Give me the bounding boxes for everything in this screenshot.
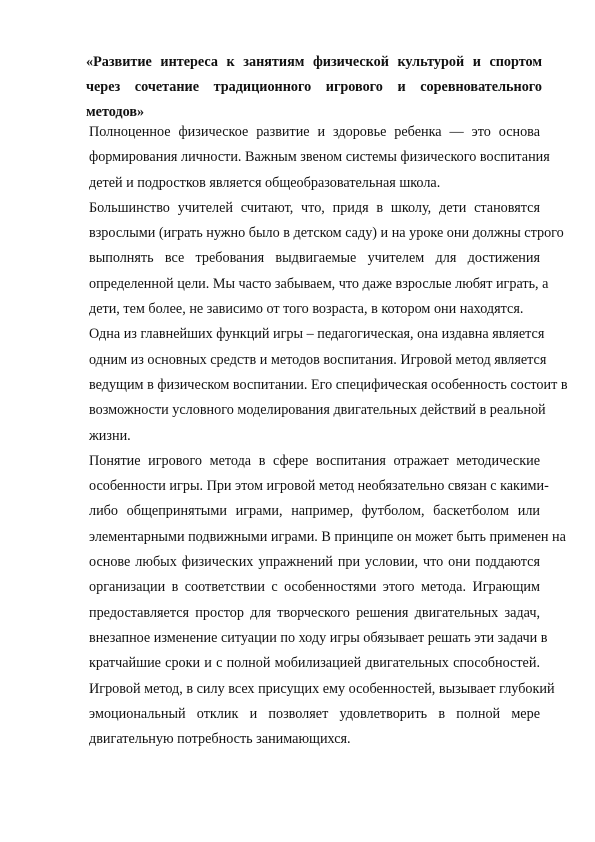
text-line: ведущим в физическом воспитании. Его специфическая особенность состоит в xyxy=(89,376,568,393)
text-line: двигательную потребность занимающихся. xyxy=(89,731,351,748)
text-line: элементарными подвижными играми. В принципе он может быть применен на xyxy=(89,528,566,545)
text-line: Игровой метод, в силу всех присущих ему особенностей, вызывает глубокий xyxy=(89,680,555,697)
paragraph-1 xyxy=(89,120,550,196)
paragraph-4 xyxy=(89,449,566,753)
text-line: детей и подростков является общеобразовательная школа. xyxy=(89,174,441,191)
paragraph-3 xyxy=(89,322,568,448)
text-line: возможности условного моделирования двигательных действий в реальной xyxy=(89,402,546,419)
text-line: Полноценное физическое развитие и здоровье ребенка — это основа xyxy=(89,124,540,140)
text-line: определенной цели. Мы часто забываем, что даже взрослые любят играть, а xyxy=(89,275,549,292)
text-line: взрослыми (играть нужно было в детском саду) и на уроке они должны строго xyxy=(89,225,564,242)
text-line: формирования личности. Важным звеном системы физического воспитания xyxy=(89,149,550,166)
text-line: выполнять все требования выдвигаемые учителем для достижения xyxy=(89,250,540,267)
text-line: дети, тем более, не зависимо от того возраста, в котором они находятся. xyxy=(89,301,524,318)
text-line: Большинство учителей считают, что, придя в школу, дети становятся xyxy=(89,199,540,216)
text-line: Понятие игрового метода в сфере воспитания отражает методические xyxy=(89,452,540,469)
document-body xyxy=(89,120,568,752)
text-line: организации в соответствии с особенностями этого метода. Играющим xyxy=(89,579,540,596)
text-line: внезапное изменение ситуации по ходу игры обязывает решать эти задачи в xyxy=(89,629,548,646)
text-line: основе любых физических упражнений при условии, что они поддаются xyxy=(89,554,540,571)
text-line: предоставляется простор для творческого решения двигательных задач, xyxy=(89,604,540,621)
text-line: кратчайшие сроки и с полной мобилизацией двигательных способностей. xyxy=(89,655,540,672)
text-line: либо общепринятыми играми, например, футболом, баскетболом или xyxy=(89,503,540,520)
text-line: одним из основных средств и методов воспитания. Игровой метод является xyxy=(89,351,547,368)
text-line: особенности игры. При этом игровой метод необязательно связан с какими- xyxy=(89,478,549,495)
text-line: жизни. xyxy=(89,427,131,444)
paragraph-2 xyxy=(89,196,564,322)
text-line: Одна из главнейших функций игры – педагогическая, она издавна является xyxy=(89,326,545,343)
text-line: эмоциональный отклик и позволяет удовлетворить в полной мере xyxy=(89,705,540,722)
document-title: «Развитие интереса к занятиям физической культурой и спортом через сочетание традиционного игрового и соревновательного методов» xyxy=(86,54,542,120)
